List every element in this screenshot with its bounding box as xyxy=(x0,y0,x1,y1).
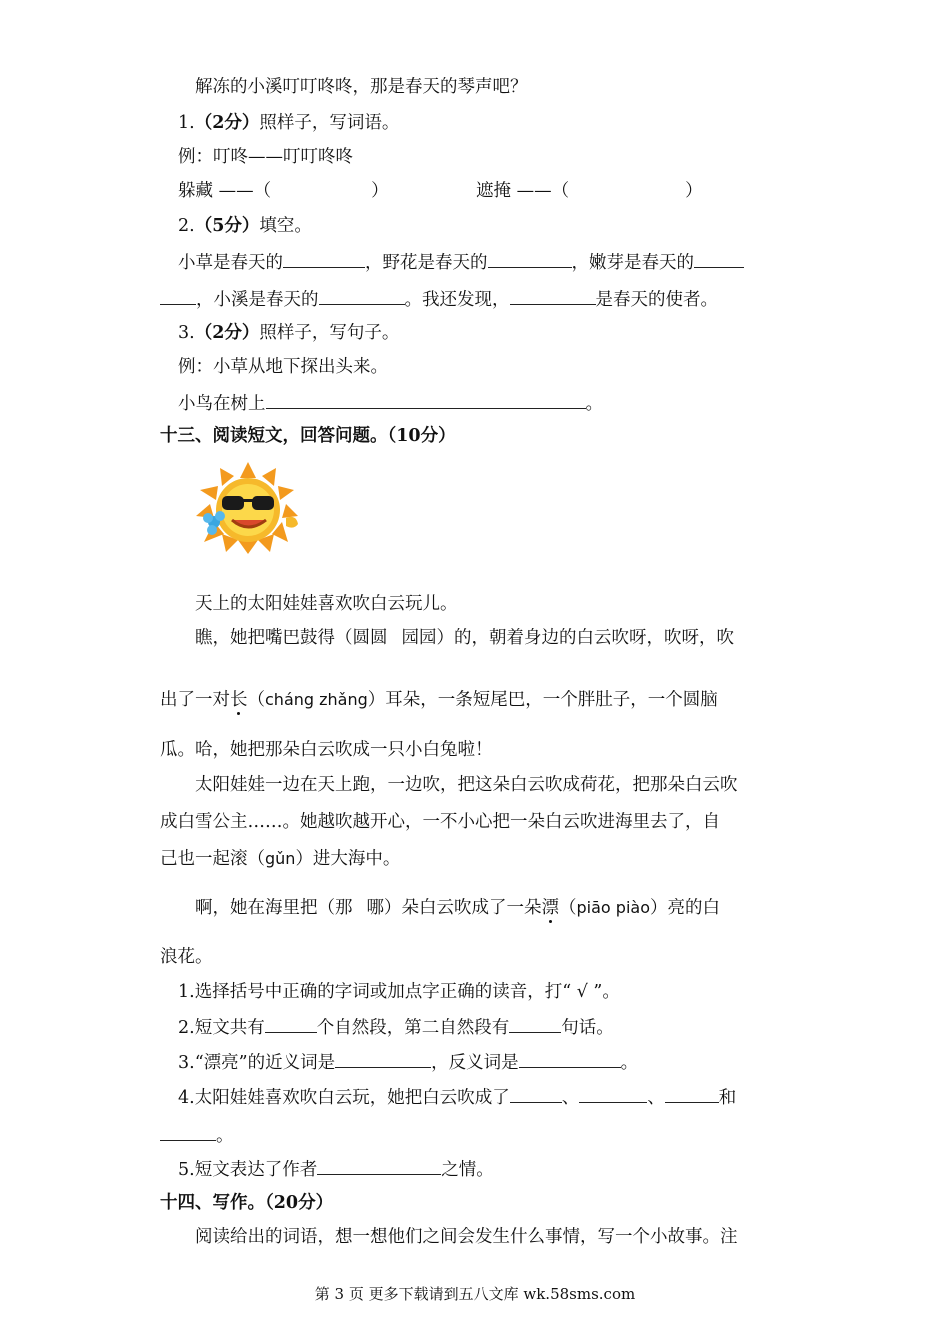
answer-blank[interactable] xyxy=(694,249,744,268)
question-3-prompt xyxy=(178,390,603,416)
section-title: 十四、写作。 xyxy=(160,1193,265,1213)
question-text: ，反义词是 xyxy=(431,1053,519,1073)
pinyin-options[interactable]: piāo piào xyxy=(576,898,650,917)
answer-blank[interactable] xyxy=(488,249,572,268)
pinyin-options[interactable]: cháng zhǎng xyxy=(265,690,368,709)
answer-blank[interactable] xyxy=(319,286,405,305)
word-prompt: 遮掩 ——（ xyxy=(476,181,570,201)
answer-blank[interactable] xyxy=(160,1122,216,1141)
passage-text: 瞧，她把嘴巴鼓得（圆圆 xyxy=(195,628,388,648)
section-title: 十三、阅读短文，回答问题。 xyxy=(160,426,388,446)
question-3-example: 例：小草从地下探出头来。 xyxy=(178,357,388,377)
bracket-close: ） xyxy=(685,181,703,201)
question-1-example: 例：叮咚——叮叮咚咚 xyxy=(178,147,353,167)
section-score: （20分） xyxy=(265,1193,334,1213)
passage-paragraph-3-line-2: 成白雪公主……。她越吹越开心，一不小心把一朵白云吹进海里去了，自 xyxy=(160,812,720,832)
bracket-close: ） xyxy=(371,181,389,201)
answer-blank[interactable] xyxy=(509,1014,561,1033)
question-score: （2分） xyxy=(194,323,260,343)
passage-paragraph-3-line-3 xyxy=(160,847,400,871)
fill-text: 。 xyxy=(585,394,603,414)
pinyin: gǔn xyxy=(265,849,296,868)
section-13-question-4-line-2 xyxy=(160,1122,234,1148)
question-text: 、 xyxy=(561,1088,580,1108)
section-14-instruction: 阅读给出的词语，想一想他们之间会发生什么事情，写一个小故事。注 xyxy=(195,1227,738,1247)
passage-text: 园园）的，朝着身边的白云吹呀，吹呀，吹 xyxy=(401,628,734,648)
answer-blank[interactable] xyxy=(519,1049,621,1068)
section-score: （10分） xyxy=(387,426,456,446)
word-prompt: 躲藏 ——（ xyxy=(178,181,272,201)
passage-text: 哪）朵白云吹成了一朵 xyxy=(366,898,542,918)
question-2-line-2 xyxy=(160,286,718,312)
question-text: 之情。 xyxy=(441,1160,494,1180)
question-text: 个自然段，第二自然段有 xyxy=(316,1018,510,1038)
page-footer: 第 3 页 更多下载请到五八文库 wk.58sms.com xyxy=(314,1285,636,1303)
section-13-question-4 xyxy=(178,1084,736,1110)
fill-text: ，野花是春天的 xyxy=(365,253,488,273)
question-text: 和 xyxy=(718,1088,737,1108)
passage-paragraph-2-line-3: 瓜。哈，她把那朵白云吹成一只小白兔啦！ xyxy=(160,740,493,760)
answer-blank[interactable] xyxy=(265,1014,317,1033)
passage-text: 己也一起滚（ xyxy=(160,849,265,869)
fill-text: 是春天的使者。 xyxy=(595,290,718,310)
answer-blank[interactable] xyxy=(335,1049,431,1068)
answer-blank[interactable] xyxy=(317,1156,441,1175)
question-number: 3. xyxy=(178,323,195,343)
answer-blank[interactable] xyxy=(510,286,596,305)
question-text: 填空。 xyxy=(259,216,312,236)
passage-paragraph-2-line-2 xyxy=(160,688,718,712)
question-1-item-1 xyxy=(178,179,389,203)
passage-text: ）亮的白 xyxy=(649,898,720,918)
question-text: 。 xyxy=(216,1126,234,1146)
passage-paragraph-2-line-1 xyxy=(195,626,734,650)
question-text: 3.“漂亮”的近义词是 xyxy=(178,1053,336,1073)
question-3 xyxy=(178,321,399,345)
question-text: 4.太阳娃娃喜欢吹白云玩，她把白云吹成了 xyxy=(178,1088,510,1108)
question-text: 、 xyxy=(647,1088,665,1108)
question-score: （2分） xyxy=(194,113,260,133)
answer-blank[interactable] xyxy=(510,1084,562,1103)
section-14-heading xyxy=(160,1191,333,1215)
section-13-question-5 xyxy=(178,1156,494,1182)
passage-text: ）进大海中。 xyxy=(295,849,401,869)
answer-blank[interactable] xyxy=(665,1084,719,1103)
answer-blank[interactable] xyxy=(266,390,586,409)
passage-text: ）耳朵，一条短尾巴，一个胖肚子，一个圆脑 xyxy=(367,690,718,710)
question-2 xyxy=(178,214,312,238)
question-1 xyxy=(178,111,399,135)
question-text: 2.短文共有 xyxy=(178,1018,265,1038)
passage-text: （ xyxy=(247,690,265,710)
question-2-line-1 xyxy=(178,249,744,275)
fill-text: 小草是春天的 xyxy=(178,253,283,273)
question-number: 2. xyxy=(178,216,195,236)
section-13-question-1: 1.选择括号中正确的字词或加点字正确的读音，打“ √ ”。 xyxy=(178,982,620,1002)
question-text: 句话。 xyxy=(561,1018,614,1038)
question-text: 照样子，写句子。 xyxy=(259,323,400,343)
dotted-character: 漂 xyxy=(541,898,559,918)
passage-paragraph-3-line-1: 太阳娃娃一边在天上跑，一边吹，把这朵白云吹成荷花，把那朵白云吹 xyxy=(195,775,738,795)
answer-blank[interactable] xyxy=(579,1084,647,1103)
fill-text: ，嫩芽是春天的 xyxy=(571,253,694,273)
question-text: 。 xyxy=(620,1053,639,1073)
dotted-character: 长 xyxy=(230,690,248,710)
question-text: 照样子，写词语。 xyxy=(259,113,400,133)
question-score: （5分） xyxy=(194,216,260,236)
question-text: 5.短文表达了作者 xyxy=(178,1160,318,1180)
answer-blank[interactable] xyxy=(160,286,196,305)
passage-paragraph-4-line-2: 浪花。 xyxy=(160,947,213,967)
section-13-question-3 xyxy=(178,1049,638,1075)
passage-text: （ xyxy=(559,898,577,918)
section-13-question-2 xyxy=(178,1014,614,1040)
sun-with-sunglasses-icon xyxy=(190,460,306,556)
fill-text: ，小溪是春天的 xyxy=(196,290,319,310)
question-number: 1. xyxy=(178,113,195,133)
passage-text: 啊，她在海里把（那 xyxy=(195,898,353,918)
section-13-heading xyxy=(160,424,456,448)
question-1-item-2 xyxy=(476,179,703,203)
passage-paragraph-1: 天上的太阳娃娃喜欢吹白云玩儿。 xyxy=(195,594,458,614)
passage-paragraph-4-line-1 xyxy=(195,896,720,920)
answer-blank[interactable] xyxy=(283,249,365,268)
poem-line: 解冻的小溪叮叮咚咚，那是春天的琴声吧？ xyxy=(195,77,528,97)
fill-text: 小鸟在树上 xyxy=(178,394,266,414)
fill-text: 。我还发现， xyxy=(404,290,510,310)
passage-text: 出了一对 xyxy=(160,690,230,710)
